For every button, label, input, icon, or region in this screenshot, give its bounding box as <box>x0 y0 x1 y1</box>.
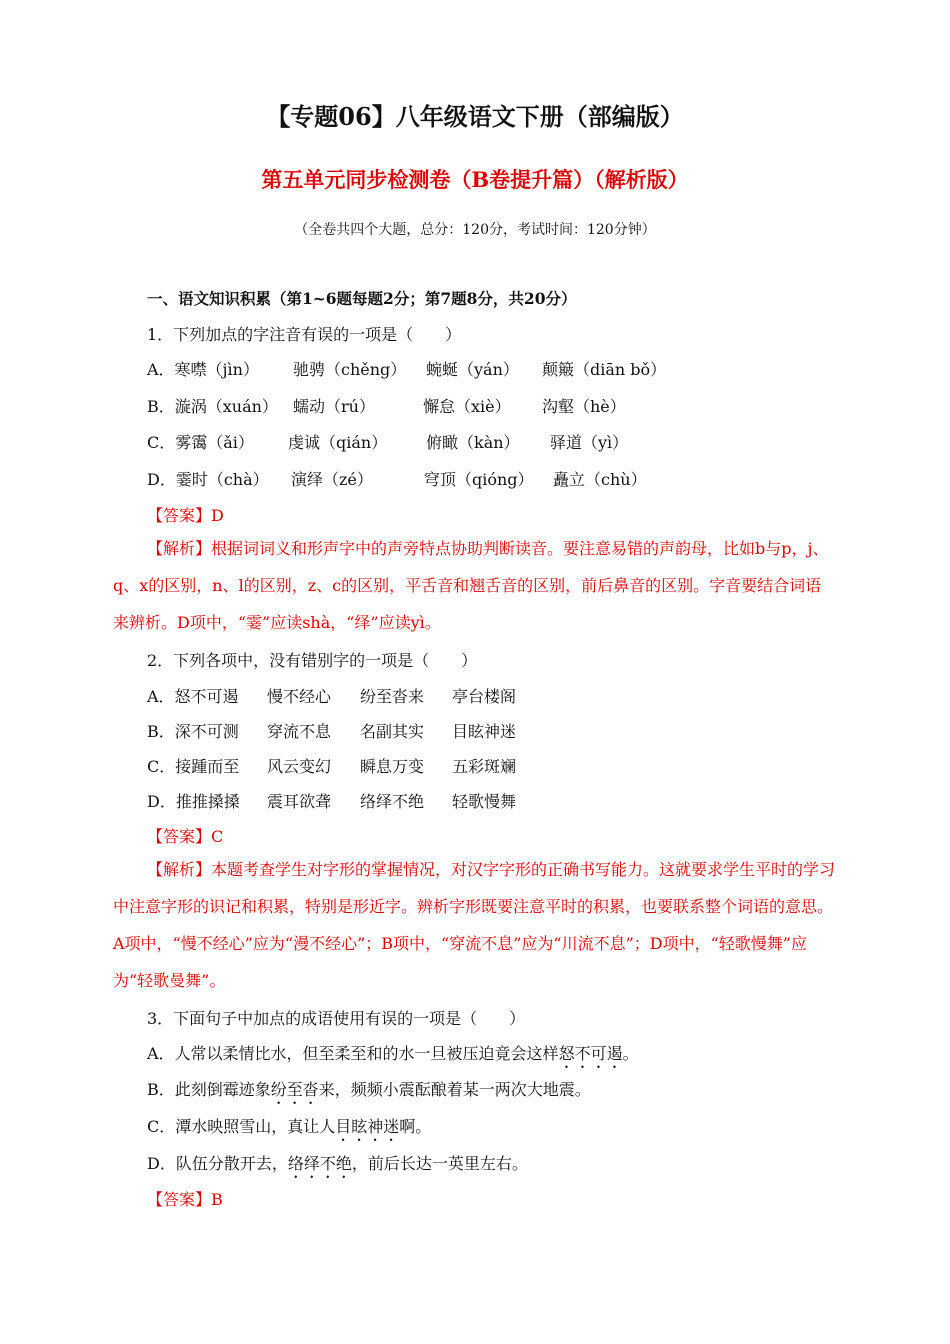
question-2-stem: 2．下列各项中，没有错别字的一项是（ ） <box>147 651 478 670</box>
q1-option-d-1: D．霎时（chà） <box>147 470 269 489</box>
q1-option-a-4: 颠簸（diān bǒ） <box>542 360 667 379</box>
q3-option-a-post: 。 <box>622 1044 639 1063</box>
q3-option-b-pre: B．此刻倒霉迹象 <box>147 1080 271 1099</box>
q1-option-a-1: A．寒噤（jìn） <box>147 360 259 379</box>
q3-option-d-post: ，前后长达一英里左右。 <box>351 1154 528 1173</box>
q1-option-c-2: 虔诚（qián） <box>288 433 388 452</box>
q1-option-b-3: 懈怠（xiè） <box>423 397 511 416</box>
q3-option-a <box>147 1041 639 1072</box>
q1-option-b-2: 蠕动（rú） <box>293 397 375 416</box>
section-heading: 一、语文知识积累（第1~6题每题2分；第7题8分，共20分） <box>147 289 577 308</box>
q3-option-c-idiom: 目眩神迷 <box>335 1117 400 1136</box>
q2-option-a-2: 慢不经心 <box>267 687 332 706</box>
q1-option-a-3: 蜿蜒（yán） <box>426 360 519 379</box>
q3-option-d-idiom: 络绎不绝 <box>287 1154 352 1173</box>
page-subtitle: 第五单元同步检测卷（B卷提升篇）（解析版） <box>261 167 689 192</box>
q1-option-c-3: 俯瞰（kàn） <box>426 433 520 452</box>
page-title: 【专题06】八年级语文下册（部编版） <box>266 102 684 131</box>
q2-option-b-3: 名副其实 <box>360 722 425 741</box>
q3-answer: 【答案】B <box>147 1190 223 1209</box>
q2-option-b-2: 穿流不息 <box>267 722 332 741</box>
q2-option-c-1: C．接踵而至 <box>147 757 240 776</box>
exam-info: （全卷共四个大题，总分：120分，考试时间：120分钟） <box>294 222 656 238</box>
question-1-stem: 1．下列加点的字注音有误的一项是（ ） <box>147 325 462 344</box>
q1-option-c-1: C．雾霭（ǎi） <box>147 433 254 452</box>
q1-option-b-1: B．漩涡（xuán） <box>147 397 278 416</box>
q2-explanation: 【解析】本题考查学生对字形的掌握情况，对汉字字形的正确书写能力。这就要求学生平时的学习中注意字形的识记和积累，特别是形近字。辨析字形既要注意平时的积累，也要联系整个词语的意思。A项中，“慢不经心”应为“漫不经心”；B项中，“穿流不息”应为“川流不息”；D项中，“轻歌慢舞”应为“轻歌曼舞”。 <box>113 860 836 990</box>
q3-option-b <box>147 1077 591 1108</box>
q3-option-c-post: 啊。 <box>399 1117 432 1136</box>
q2-option-c-3: 瞬息万变 <box>360 757 425 776</box>
q3-option-d-pre: D．队伍分散开去， <box>147 1154 288 1173</box>
question-3-stem: 3．下面句子中加点的成语使用有误的一项是（ ） <box>147 1009 526 1028</box>
q3-option-a-idiom: 怒不可遏 <box>558 1044 623 1063</box>
q3-option-c <box>147 1114 431 1145</box>
q3-option-b-post: 来，频频小震酝酿着某一两次大地震。 <box>318 1080 591 1099</box>
q2-option-d-2: 震耳欲聋 <box>267 792 332 811</box>
q2-option-d-4: 轻歌慢舞 <box>452 792 517 811</box>
q2-option-c-2: 风云变幻 <box>267 757 332 776</box>
q3-option-d <box>147 1151 528 1182</box>
q2-answer: 【答案】C <box>147 827 224 846</box>
q1-option-a-2: 驰骋（chěng） <box>293 360 407 379</box>
q2-option-d-3: 络绎不绝 <box>360 792 425 811</box>
q1-answer: 【答案】D <box>147 506 224 525</box>
q3-option-a-pre: A．人常以柔情比水，但至柔至和的水一旦被压迫竟会这样 <box>147 1044 559 1063</box>
q2-option-d-1: D．推推搡搡 <box>147 792 240 811</box>
q2-option-a-3: 纷至沓来 <box>360 687 425 706</box>
q1-explanation: 【解析】根据词词义和形声字中的声旁特点协助判断读音。要注意易错的声韵母，比如b与p，j、q、x的区别，n、l的区别，z、c的区别，平舌音和翘舌音的区别，前后鼻音的区别。字音要结合词语来辨析。D项中，“霎”应读shà，“绎”应读yì。 <box>113 539 829 632</box>
q3-option-b-idiom: 纷至沓 <box>270 1080 319 1099</box>
q1-option-c-4: 驿道（yì） <box>550 433 629 452</box>
q1-option-d-3: 穹顶（qióng） <box>424 470 534 489</box>
q2-option-c-4: 五彩斑斓 <box>452 757 517 776</box>
q2-option-b-4: 目眩神迷 <box>452 722 517 741</box>
q2-option-b-1: B．深不可测 <box>147 722 239 741</box>
q3-option-c-pre: C．潭水映照雪山，真让人 <box>147 1117 336 1136</box>
q2-option-a-1: A．怒不可遏 <box>147 687 239 706</box>
q1-option-b-4: 沟壑（hè） <box>542 397 626 416</box>
q1-option-d-2: 演绎（zé） <box>291 470 373 489</box>
q2-option-a-4: 亭台楼阁 <box>452 687 517 706</box>
q1-option-d-4: 矗立（chù） <box>553 470 647 489</box>
